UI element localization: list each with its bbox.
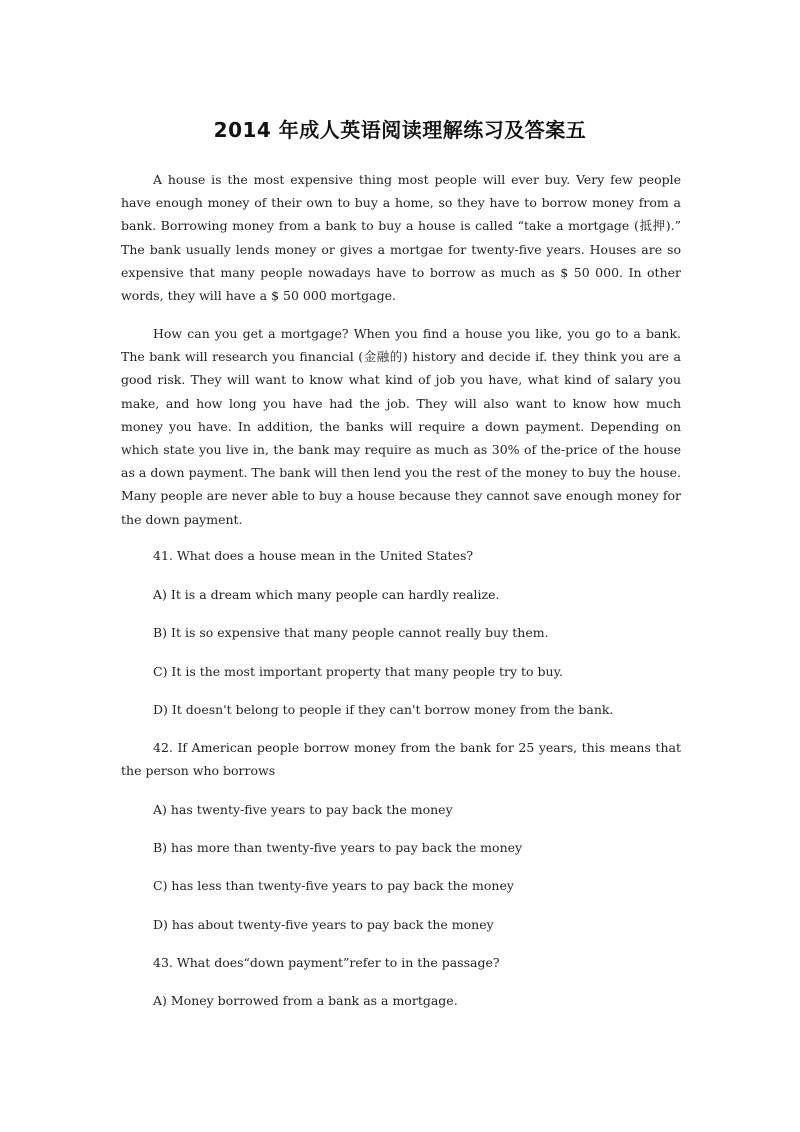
question-42-option-b: B) has more than twenty-five years to pay back the money xyxy=(153,840,523,855)
question-42-option-d: D) has about twenty-five years to pay back the money xyxy=(153,917,494,932)
question-43-option-a: A) Money borrowed from a bank as a mortgage. xyxy=(153,993,458,1008)
question-41-option-a: A) It is a dream which many people can hardly realize. xyxy=(153,587,500,602)
question-41-option-d: D) It doesn't belong to people if they can't borrow money from the bank. xyxy=(153,702,614,717)
question-42-option-a: A) has twenty-five years to pay back the money xyxy=(153,802,453,817)
question-41-prompt: 41. What does a house mean in the United States? xyxy=(153,548,474,563)
document-title: 2014 年成人英语阅读理解练习及答案五 xyxy=(213,118,587,142)
question-42-option-c: C) has less than twenty-five years to pay back the money xyxy=(153,878,514,893)
paragraph-2: How can you get a mortgage? When you find a house you like, you go to a bank. The bank will research you financial (金融的) history and decide if. they think you are a good risk. They will want to know what kind of job you have, what kind of salary you make, and how long you have had the job. They will also want to know how much money you have. In addition, the banks will require a down payment. Depending on which state you live in, the bank may require as much as 30% of the-price of the house as a down payment. The bank will then lend you the rest of the money to buy the house. Many people are never able to buy a house because they cannot save enough money for the down payment. xyxy=(121,326,681,527)
question-41-option-c: C) It is the most important property that many people try to buy. xyxy=(153,664,563,679)
question-41-option-b: B) It is so expensive that many people cannot really buy them. xyxy=(153,625,549,640)
question-43-prompt: 43. What does“down payment”refer to in the passage? xyxy=(153,955,500,970)
question-42-prompt: 42. If American people borrow money from the bank for 25 years, this means that the person who borrows xyxy=(121,740,681,779)
paragraph-1: A house is the most expensive thing most people will ever buy. Very few people have enough money of their own to buy a home, so they have to borrow money from a bank. Borrowing money from a bank to buy a house is called “take a mortgage (抵押).” The bank usually lends money or gives a mortgae for twenty-five years. Houses are so expensive that many people nowadays have to borrow as much as $ 50 000. In other words, they will have a $ 50 000 mortgage. xyxy=(121,172,681,304)
